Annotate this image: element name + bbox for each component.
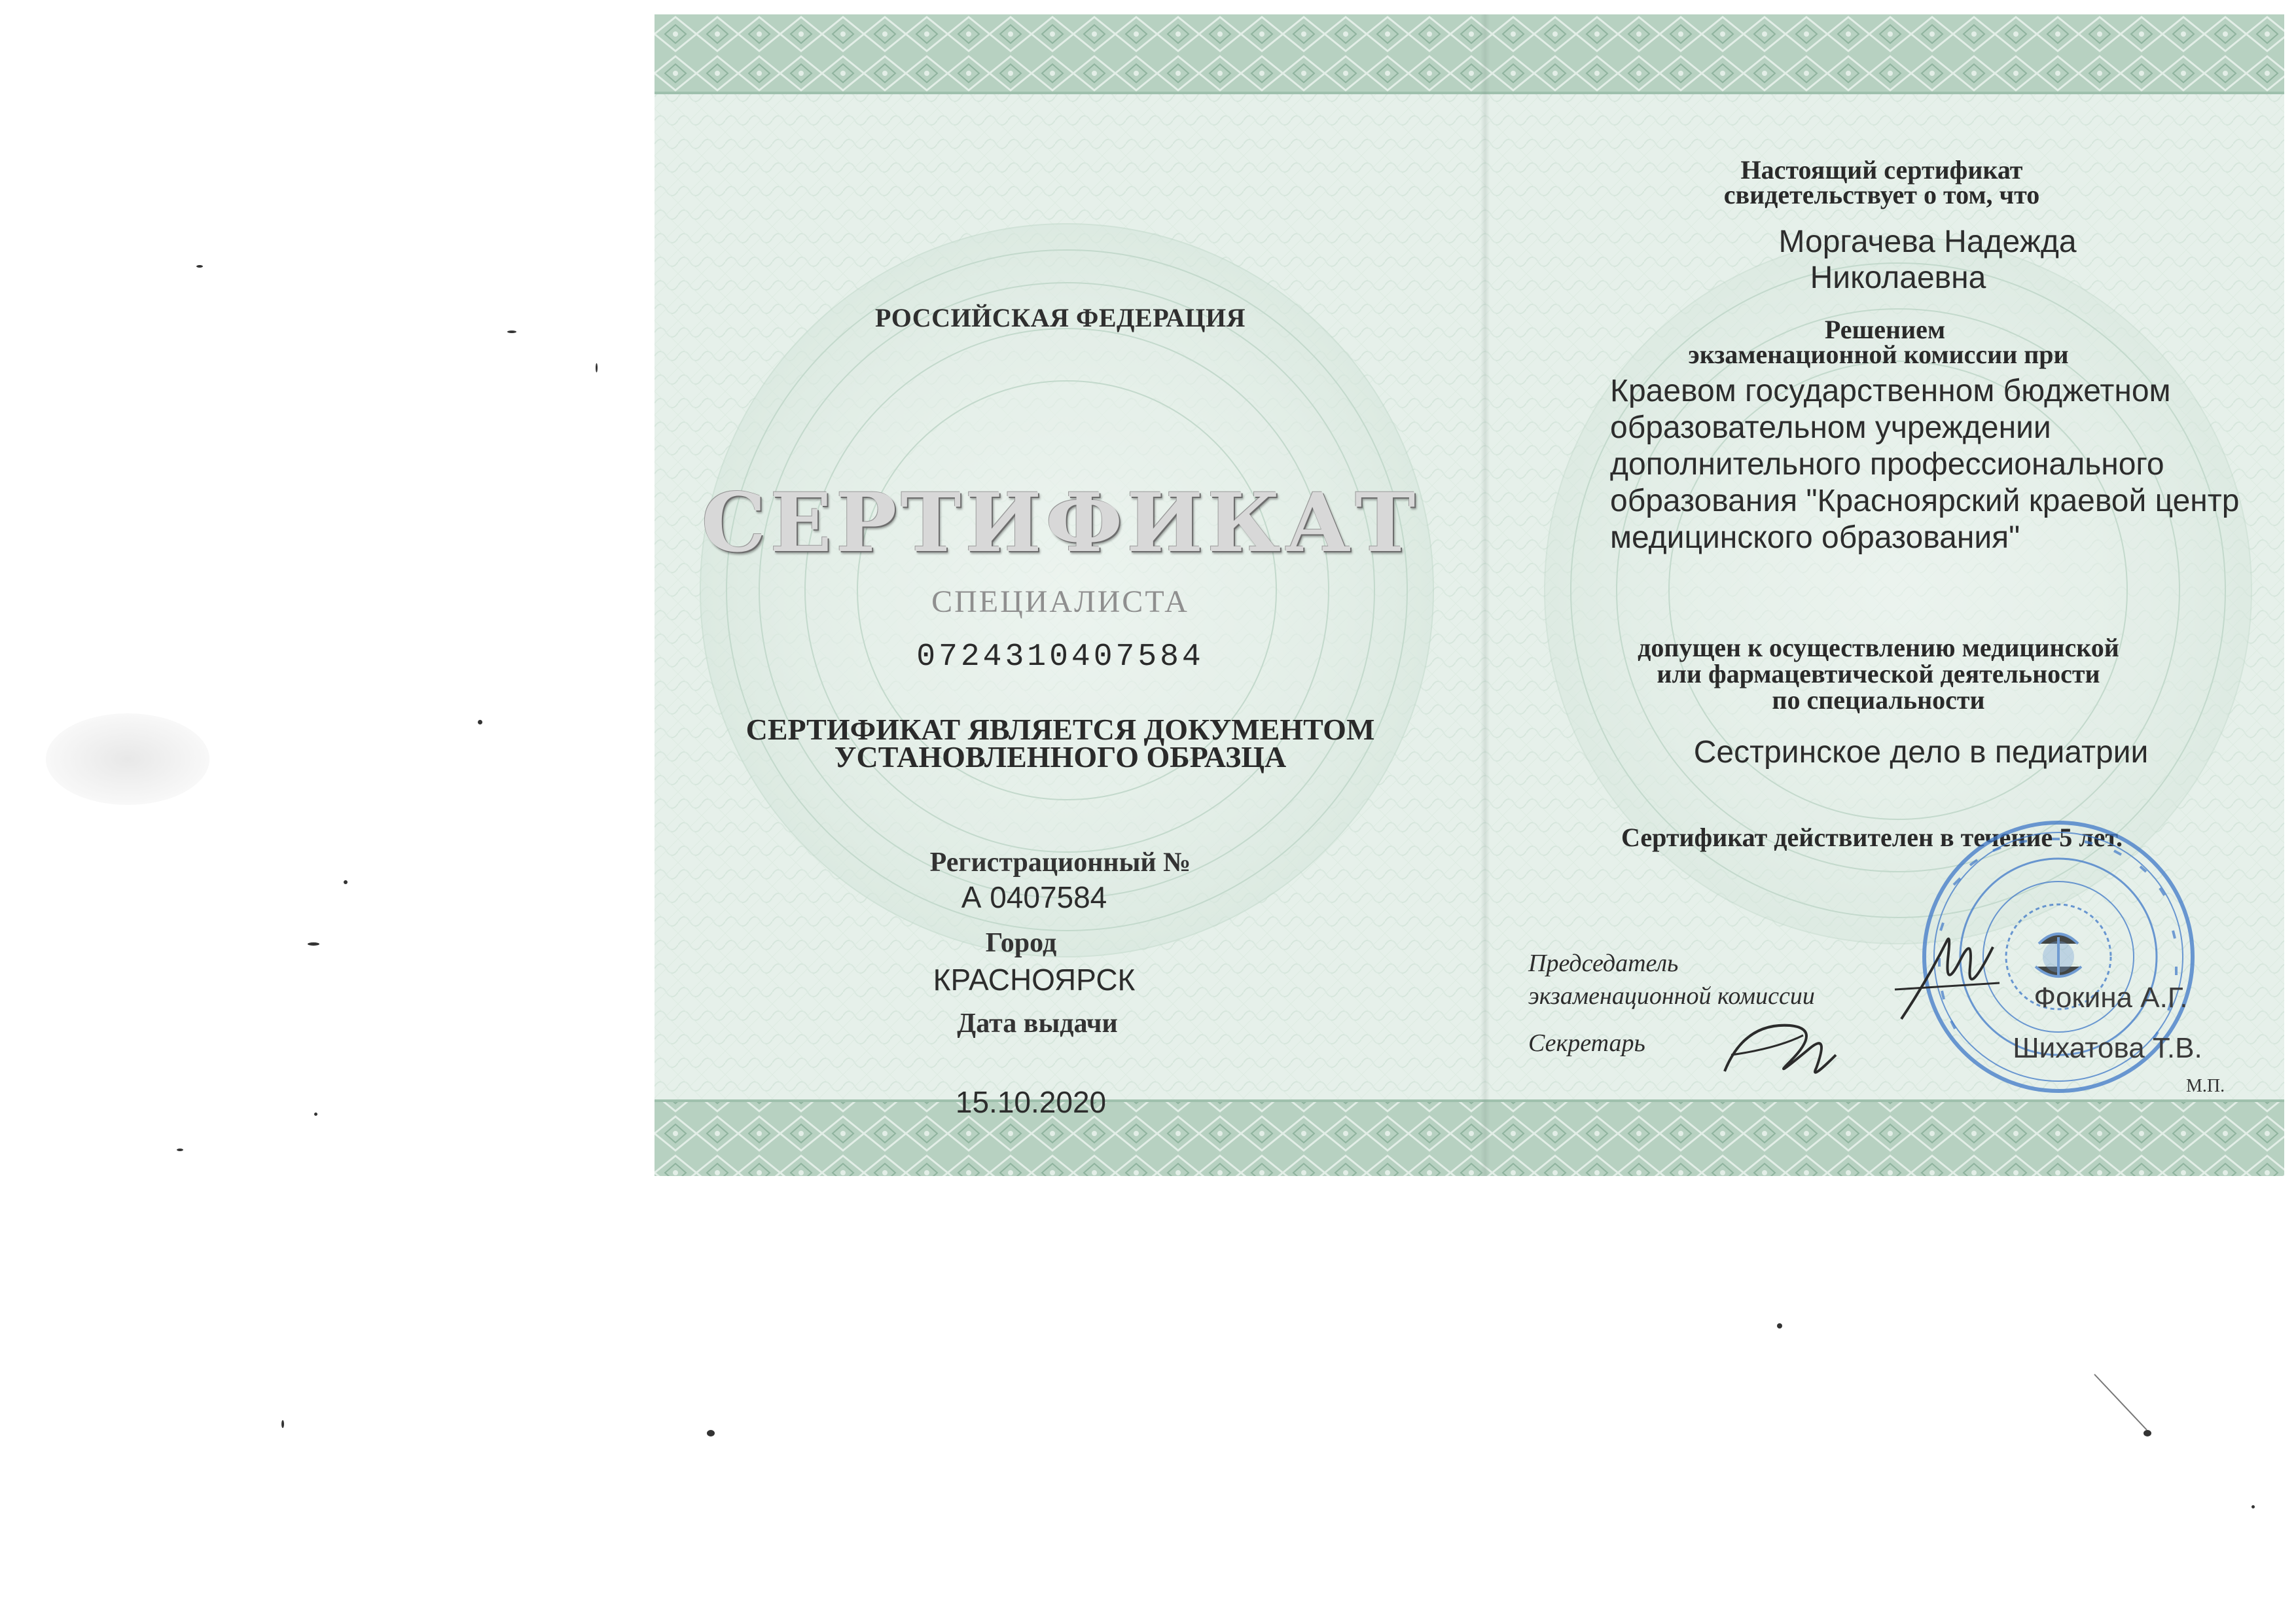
secretary-signature-icon <box>1718 1009 1842 1088</box>
registration-label: Регистрационный № <box>929 847 1191 878</box>
document-note-line2: УСТАНОВЛЕННОГО ОБРАЗЦА <box>834 740 1287 774</box>
scan-smudge <box>46 713 209 805</box>
admission-line: допущен к осуществлению медицинской <box>1638 633 2119 662</box>
seal-place-label: М.П. <box>2186 1076 2225 1096</box>
document-note-line1: СЕРТИФИКАТ ЯВЛЯЕТСЯ ДОКУМЕНТОМ <box>745 713 1375 746</box>
city-value: КРАСНОЯРСК <box>933 963 1136 997</box>
country-heading: РОССИЙСКАЯ ФЕДЕРАЦИЯ <box>874 303 1246 332</box>
institution-line: образовательном учреждении <box>1610 410 2051 445</box>
certificate-title: СЕРТИФИКАТ <box>701 476 1420 571</box>
decision-line2: экзаменационной комиссии при <box>1688 340 2069 369</box>
admission-line: или фармацевтической деятельности <box>1657 659 2100 688</box>
specialty-value: Сестринское дело в педиатрии <box>1693 735 2149 770</box>
validity-text: Сертификат действителен в течение 5 лет. <box>1621 823 2123 852</box>
scan-mark-icon <box>2091 1371 2157 1436</box>
institution-line: Краевом государственном бюджетном <box>1610 374 2171 408</box>
certificate-number: 0724310407584 <box>916 639 1204 675</box>
intro-line2: свидетельствует о том, что <box>1723 180 2040 209</box>
city-label: Город <box>985 928 1057 958</box>
certificate-subtitle: СПЕЦИАЛИСТА <box>931 584 1189 619</box>
secretary-label: Секретарь <box>1528 1029 1645 1057</box>
chairman-label-line2: экзаменационной комиссии <box>1528 982 1815 1010</box>
admission-line: по специальности <box>1772 685 1985 715</box>
institution-line: медицинского образования" <box>1610 520 2020 555</box>
registration-value: А 0407584 <box>961 880 1107 914</box>
secretary-name: Шихатова Т.В. <box>2013 1032 2202 1064</box>
institution-line: дополнительного профессионального <box>1610 447 2164 482</box>
page-fold <box>1480 14 1490 1176</box>
chairman-label-line1: Председатель <box>1528 950 1679 977</box>
chairman-name: Фокина А.Г. <box>2034 982 2188 1014</box>
issue-date-value: 15.10.2020 <box>955 1085 1107 1119</box>
holder-name-line2: Николаевна <box>1810 260 1986 295</box>
decision-line1: Решением <box>1824 315 1946 344</box>
institution-line: образования "Красноярский краевой центр <box>1610 484 2240 518</box>
holder-name-line1: Моргачева Надежда <box>1778 224 2077 259</box>
certificate-document <box>655 14 2284 1176</box>
issue-date-label: Дата выдачи <box>957 1008 1118 1039</box>
intro-line1: Настоящий сертификат <box>1740 155 2023 185</box>
chairman-signature-icon <box>1888 921 2006 1032</box>
